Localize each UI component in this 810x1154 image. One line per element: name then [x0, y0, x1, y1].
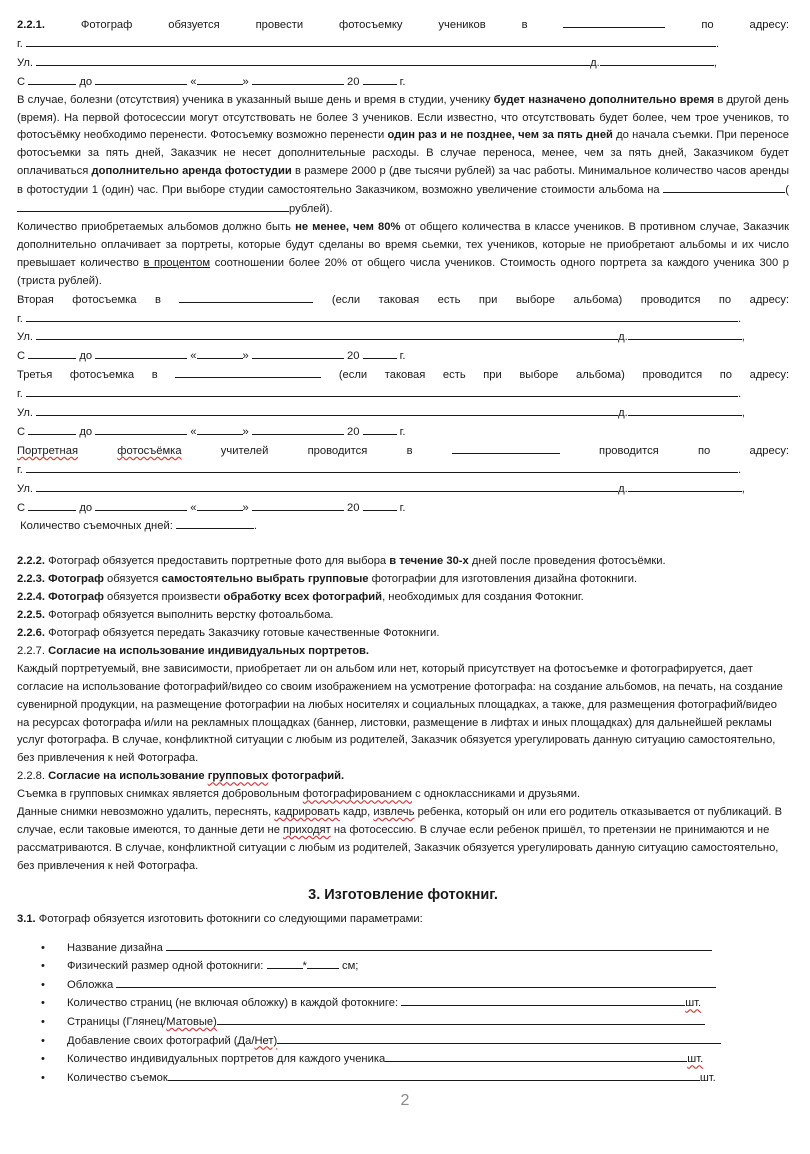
date-blank[interactable] [452, 442, 560, 454]
text: Фотограф обязуется предоставить портретные фото для выбора [45, 555, 390, 568]
albums-paragraph [17, 219, 789, 291]
to-label: до [79, 75, 93, 88]
list-item [17, 1013, 789, 1032]
text: с одноклассниками и друзьями. [412, 788, 581, 801]
from-blank[interactable] [28, 499, 76, 511]
word: Портретная [17, 444, 79, 457]
bold-text: самостоятельно выбрать групповые [161, 573, 369, 586]
price-words-blank[interactable] [17, 200, 289, 212]
date-blank[interactable] [563, 16, 665, 28]
month-blank[interactable] [252, 423, 344, 435]
date-blank[interactable] [179, 291, 313, 303]
unit-label: шт. [699, 1071, 716, 1084]
from-label: С [17, 75, 26, 88]
add-photos-blank[interactable] [277, 1032, 721, 1044]
paper-option: Матовые) [166, 1015, 217, 1028]
time-line [17, 499, 789, 518]
bold-text: в течение 30-х [389, 555, 469, 568]
clause-2-2-5 [17, 607, 789, 625]
city-line: г. . [17, 35, 789, 54]
size-label: Физический размер одной фотокниги: [67, 960, 264, 973]
bold-text: обработку всех фотографий [223, 591, 383, 604]
clause-number: 2.2.8. [17, 770, 49, 783]
word: фотосъёмка [117, 444, 182, 457]
month-blank[interactable] [252, 73, 344, 85]
city-label: г. [17, 388, 23, 401]
text: Фотограф обязуется выполнить верстку фотоальбома. [45, 609, 334, 622]
city-line: г. . [17, 310, 789, 329]
text: дней после проведения фотосъёмки. [468, 555, 666, 568]
house-label: д. [618, 331, 628, 344]
year-suffix: г. [399, 501, 406, 514]
section-3-title: 3. Изготовление фотокниг. [308, 886, 498, 903]
word: в [521, 19, 528, 31]
quote-open: « [190, 350, 197, 363]
text: кадр, [339, 806, 374, 819]
text: на фотосессию. В случае если ребенок пришёл, то претензии не принимаются и не рассматриваются. В случае, конфликтной ситуации с любым из родителей, Заказчик обязуется урегулировать данную ситуацию самостоятельно, без привлечения к ней Фотографа. [17, 823, 779, 872]
bold-text: Фотограф [48, 591, 104, 604]
word: проводится [599, 444, 659, 457]
bold-text: один раз и не позднее, чем за пять дней [387, 129, 613, 142]
house-blank[interactable] [628, 404, 742, 416]
text: обязуется [103, 573, 162, 586]
quote-open: « [190, 425, 197, 438]
street-label: Ул. [17, 331, 33, 344]
month-blank[interactable] [252, 499, 344, 511]
bold-text: фотографий. [268, 770, 345, 783]
clause-number: 2.2.6. [17, 627, 45, 639]
word: проводится [642, 369, 703, 382]
shoots-blank[interactable] [168, 1069, 700, 1081]
year-blank[interactable] [363, 73, 397, 85]
text: фотографии для изготовления дизайна фотокниги. [368, 573, 638, 586]
to-label: до [79, 425, 93, 438]
text: извлечь [373, 806, 415, 819]
quote-open: « [190, 75, 197, 88]
unit-label: шт. [687, 1053, 704, 1066]
day-blank[interactable] [197, 347, 243, 359]
clause-2-2-7 [17, 643, 789, 661]
word: фотосъемка [72, 293, 137, 306]
street-label: Ул. [17, 56, 33, 69]
to-blank[interactable] [95, 347, 187, 359]
document-page [17, 16, 789, 1087]
paren: ( [785, 184, 789, 197]
list-item [17, 994, 789, 1013]
clause-3-1 [17, 911, 789, 929]
to-label: до [79, 350, 93, 363]
year-label: 20 [346, 501, 360, 514]
word: при [478, 293, 498, 306]
word: в [151, 369, 158, 382]
city-blank[interactable] [26, 35, 716, 47]
paper-blank[interactable] [217, 1013, 705, 1025]
word: (если [331, 293, 361, 306]
word: обязуется [168, 19, 220, 31]
city-blank[interactable] [26, 461, 738, 473]
bullet: • [41, 960, 45, 973]
price-blank[interactable] [663, 181, 785, 193]
text: Фотограф обязуется изготовить фотокниги со следующими параметрами: [35, 912, 423, 925]
city-blank[interactable] [26, 310, 738, 322]
house-label: д. [618, 407, 628, 420]
text: приходят [283, 823, 331, 836]
text: Данные снимки невозможно удалить, переснять, [17, 806, 275, 819]
from-label: С [17, 425, 26, 438]
text: Фотограф обязуется передать Заказчику готовые качественные Фотокниги. [45, 627, 440, 639]
year-label: 20 [346, 75, 360, 88]
word: по [718, 293, 732, 306]
bold-text: Фотограф [48, 573, 104, 586]
word: фотосъемку [339, 19, 403, 31]
text: , необходимых для создания Фотокниг. [382, 591, 584, 604]
text: Съемка в групповых снимках является добровольным [17, 788, 303, 801]
word: провести [255, 19, 304, 31]
month-blank[interactable] [252, 347, 344, 359]
word: адресу: [749, 369, 790, 382]
bold-text: будет назначено дополнительно время [493, 93, 715, 106]
bold-text: групповых [207, 770, 269, 783]
clause-number: 2.2.4. [17, 591, 45, 604]
text: обязуется произвести [103, 591, 224, 604]
word: есть [442, 369, 466, 382]
clause-number: 2.2.3. [17, 573, 45, 586]
word: таковая [384, 369, 426, 382]
currency-label: рублей). [289, 203, 333, 216]
time-line [17, 423, 789, 442]
text: Количество приобретаемых альбомов должно быть [17, 220, 296, 233]
add-photos-option: Нет) [254, 1034, 278, 1047]
day-blank[interactable] [197, 499, 243, 511]
cover-blank[interactable] [116, 976, 716, 988]
text: фотографированием [302, 788, 413, 801]
shoots-label: Количество съемок [67, 1071, 168, 1084]
year-label: 20 [346, 425, 360, 438]
year-suffix: г. [399, 350, 406, 363]
design-label: Название дизайна [67, 941, 163, 954]
unit-label: см; [341, 960, 359, 973]
consent-individual-paragraph: Каждый портретуемый, вне зависимости, приобретает ли он альбом или нет, который присутствует на фотосъемке и фотографируется, дает согласие на использование фотографий/видео со своим изображением на усмотрение фотографа: на создание альбомов, на печать, на создание сувенирной продукции, на размещение фотографии на любых носителях и социальных площадках, а также, для размещения фотографий/видео на ресурсах фотографа и/или на рекламных площадках (баннер, листовки, размещение в лифтах и иных площадках) для дальнейшей рекламы услуг фотографа. В случае, конфликтной ситуации с любым из родителей, Заказчик обязуется урегулировать данную ситуацию самостоятельно, без привлечения к ней Фотографа. [17, 662, 783, 765]
list-item [17, 957, 789, 976]
city-line: г. . [17, 461, 789, 480]
text: В случае, болезни (отсутствия) ученика в указанный выше день и время в студии, ученику [17, 93, 494, 106]
year-blank[interactable] [363, 347, 397, 359]
third-shoot-line [17, 366, 789, 385]
clause-2-2-1-line [17, 16, 789, 35]
street-label: Ул. [17, 482, 33, 495]
bold-text: Согласие на использование индивидуальных портретов. [48, 644, 370, 657]
street-blank[interactable] [36, 54, 590, 66]
word: выборе [515, 293, 555, 306]
from-blank[interactable] [28, 347, 76, 359]
day-blank[interactable] [197, 423, 243, 435]
word: Третья [17, 369, 53, 382]
from-blank[interactable] [28, 73, 76, 85]
clause-2-2-2 [17, 553, 789, 571]
word: есть [437, 293, 461, 306]
street-line: Ул. д. , [17, 404, 789, 423]
year-suffix: г. [399, 75, 406, 88]
word: Фотограф [80, 19, 133, 31]
shooting-days-blank[interactable] [176, 517, 254, 529]
city-label: г. [17, 312, 23, 325]
group-photo-paragraph [17, 786, 789, 804]
add-photos-label: Добавление своих фотографий (Да/ [67, 1034, 255, 1047]
photobook-parameters-list [17, 939, 789, 1088]
text: в другой день (время). На первой фотосессии могут отсутствовать не более 3 учеников. Если известно, что отсутствовать будет более, чем трое учеников, то фотосъёмку необходимо перенести. Фотосъемку возможно перенести [17, 93, 789, 142]
street-blank[interactable] [36, 404, 618, 416]
to-blank[interactable] [95, 499, 187, 511]
house-label: д. [590, 56, 600, 69]
word: в [406, 444, 413, 457]
list-item [17, 1069, 789, 1088]
day-blank[interactable] [197, 73, 243, 85]
year-blank[interactable] [363, 499, 397, 511]
second-shoot-line [17, 291, 789, 310]
list-item [17, 976, 789, 995]
times-sign: * [302, 960, 307, 973]
bullet: • [41, 1071, 45, 1084]
list-item [17, 939, 789, 958]
clause-2-2-8 [17, 768, 789, 786]
teacher-portrait-line [17, 442, 789, 461]
portraits-label: Количество индивидуальных портретов для каждого ученика [67, 1053, 386, 1066]
street-blank[interactable] [36, 328, 618, 340]
quote-close: » [242, 350, 249, 363]
group-photo-paragraph-2 [17, 804, 789, 876]
word: адресу: [749, 444, 790, 457]
text: в размере 2000 р (две тысячи рублей) за час работы. Минимальное количество часов аренды в фотостудии 1 (один) час. При выборе студии самостоятельно Заказчиком, возможно увеличение стоимости альбома на [17, 165, 789, 197]
word: учеников [438, 19, 486, 31]
word: учителей [220, 444, 269, 457]
street-label: Ул. [17, 407, 33, 420]
city-blank[interactable] [26, 385, 738, 397]
text: от общего количества в классе учеников. В противном случае, Заказчик дополнительно оплачивает за портреты, которые будут сделаны во время сьемки, тех учеников, которые не приобретают альбомы и их число превышает количество [17, 220, 789, 269]
shooting-days-line: Количество съемочных дней: . [17, 517, 789, 536]
word: проводится [307, 444, 368, 457]
word: (если [338, 369, 368, 382]
pages-label: Количество страниц (не включая обложку) в каждой фотокниге: [67, 997, 399, 1010]
clause-2-2-3 [17, 571, 789, 589]
height-blank[interactable] [307, 957, 339, 969]
word: адресу: [749, 293, 790, 306]
clause-number: 2.2.1. [17, 19, 45, 31]
clause-number: 2.2.7. [17, 644, 49, 657]
design-blank[interactable] [166, 939, 712, 951]
time-line [17, 347, 789, 366]
text: кадрировать [274, 806, 340, 819]
word: адресу: [749, 19, 790, 31]
quote-open: « [190, 501, 197, 514]
text: ребенка, который он или его родитель отказывается от публикаций. В случае, если таковые имеются, то данные дети не [17, 806, 783, 836]
bold-text: Согласие на использование [48, 770, 208, 783]
bullet: • [41, 978, 45, 991]
date-blank[interactable] [175, 366, 321, 378]
bullet: • [41, 1034, 45, 1047]
quote-close: » [242, 425, 249, 438]
city-line: г. . [17, 385, 789, 404]
text: до начала съемки. При переносе фотосъемки за пять дней, Заказчик не несет дополнительные расходы. В случае переноса, менее, чем за пять дней, Заказчиком будет оплачиваться [17, 129, 789, 178]
bullet: • [41, 941, 45, 954]
word: по [701, 19, 714, 31]
pages-blank[interactable] [401, 994, 685, 1006]
house-blank[interactable] [628, 328, 742, 340]
quote-close: » [242, 75, 249, 88]
from-blank[interactable] [28, 423, 76, 435]
portraits-blank[interactable] [385, 1050, 687, 1062]
quote-close: » [242, 501, 249, 514]
bullet: • [41, 1015, 45, 1028]
house-label: д. [618, 482, 628, 495]
year-blank[interactable] [363, 423, 397, 435]
list-item [17, 1032, 789, 1051]
bullet: • [41, 997, 45, 1010]
city-label: г. [17, 463, 23, 476]
from-label: С [17, 501, 26, 514]
from-label: С [17, 350, 26, 363]
bold-text: дополнительно аренда фотостудии [91, 165, 292, 178]
street-line: Ул. д. , [17, 480, 789, 499]
clause-2-2-4 [17, 589, 789, 607]
bullet: • [41, 1053, 45, 1066]
word: проводится [640, 293, 701, 306]
word: по [719, 369, 733, 382]
year-suffix: г. [399, 425, 406, 438]
word: в [154, 293, 161, 306]
street-blank[interactable] [36, 480, 618, 492]
word: по [698, 444, 711, 457]
clause-number: 2.2.2. [17, 555, 45, 568]
year-label: 20 [346, 350, 360, 363]
word: выборе [519, 369, 559, 382]
city-label: г. [17, 37, 23, 50]
word: таковая [378, 293, 420, 306]
house-blank[interactable] [600, 54, 714, 66]
text: соотношении более 20% от общего числа учеников. Стоимость одного портрета за каждого ученика 300 р (триста рублей). [17, 256, 789, 287]
to-blank[interactable] [95, 423, 187, 435]
street-line: Ул. д. , [17, 328, 789, 347]
list-item [17, 1050, 789, 1069]
unit-label: шт. [685, 997, 702, 1010]
clause-number: 3.1. [17, 912, 36, 925]
house-blank[interactable] [628, 480, 742, 492]
bold-text: не менее, чем 80% [295, 220, 401, 233]
cover-label: Обложка [67, 978, 114, 991]
to-blank[interactable] [95, 73, 187, 85]
word: альбома) [575, 369, 625, 382]
clause-2-2-6 [17, 625, 789, 643]
shooting-days-label: Количество съемочных дней: [20, 520, 173, 533]
word: Вторая [17, 293, 54, 306]
word: альбома) [573, 293, 623, 306]
underlined-text: в процентом [143, 256, 211, 269]
street-line: Ул. д. , [17, 54, 789, 73]
time-line [17, 73, 789, 92]
word: при [483, 369, 502, 382]
absence-paragraph [17, 92, 789, 219]
paper-label: Страницы (Глянец/ [67, 1015, 167, 1028]
width-blank[interactable] [267, 957, 303, 969]
to-label: до [79, 501, 93, 514]
clause-number: 2.2.5. [17, 609, 45, 622]
word: фотосъемка [69, 369, 135, 382]
page-number: 2 [400, 1092, 410, 1109]
